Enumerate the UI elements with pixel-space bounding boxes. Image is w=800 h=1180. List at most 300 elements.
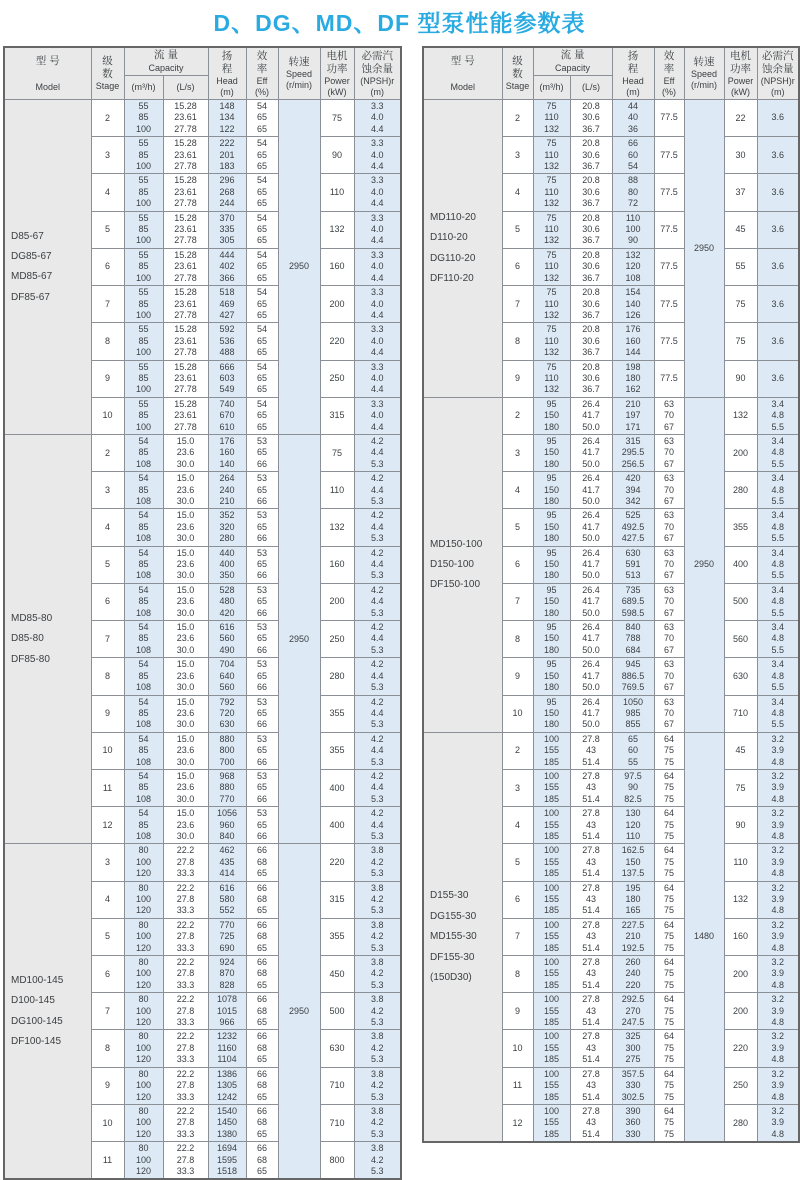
eff-value: 77.5 — [660, 224, 678, 235]
capacity-m3h-value: 110 — [544, 335, 559, 346]
eff-value: 77.5 — [660, 335, 678, 346]
capacity-ls-cell — [570, 583, 612, 620]
head-value: 690 — [219, 942, 235, 953]
capacity-ls-value: 20.8 — [582, 101, 600, 111]
head-value: 244 — [219, 198, 235, 209]
capacity-m3h-value: 54 — [138, 473, 149, 484]
eff-value: 77.5 — [660, 372, 678, 383]
head-cell — [208, 732, 246, 769]
head-value: 1518 — [217, 1165, 238, 1176]
power-cell: 630 — [320, 1030, 354, 1067]
eff-value: 65 — [257, 372, 268, 383]
capacity-m3h-value: 80 — [138, 1105, 149, 1116]
eff-value: 75 — [664, 745, 675, 756]
eff-value: 75 — [664, 868, 675, 879]
head-cell — [208, 769, 246, 806]
capacity-m3h-value: 120 — [135, 868, 152, 879]
power-cell: 160 — [320, 248, 354, 285]
tables-container — [3, 46, 796, 1180]
stage-cell: 3 — [91, 472, 124, 509]
eff-cell — [654, 100, 684, 137]
npsh-cell — [757, 434, 799, 471]
eff-value: 53 — [257, 808, 268, 819]
head-cell — [208, 621, 246, 658]
model-name: MD85-67 — [11, 271, 53, 283]
head-value: 97.5 — [624, 770, 642, 781]
capacity-m3h-cell — [533, 397, 570, 434]
capacity-ls-value: 43 — [586, 856, 597, 867]
capacity-m3h-value: 155 — [544, 968, 560, 979]
head-value: 400 — [219, 559, 235, 570]
capacity-m3h-value: 54 — [138, 547, 149, 558]
power-cell: 90 — [320, 137, 354, 174]
capacity-ls-value: 30.0 — [176, 496, 195, 506]
npsh-cell — [354, 546, 401, 583]
capacity-ls-value: 30.0 — [176, 644, 195, 655]
head-value: 162 — [625, 384, 641, 395]
capacity-ls-value: 26.4 — [582, 696, 600, 707]
capacity-m3h-value: 85 — [138, 819, 149, 830]
capacity-m3h-value: 185 — [544, 979, 560, 990]
capacity-ls-value: 22.2 — [176, 957, 195, 968]
npsh-value: 3.4 — [771, 435, 785, 446]
power-cell: 30 — [724, 137, 757, 174]
capacity-m3h-value: 108 — [135, 607, 152, 618]
power-cell: 75 — [724, 286, 757, 323]
eff-cell — [654, 1067, 684, 1104]
power-cell: 280 — [724, 472, 757, 509]
eff-value: 65 — [257, 1017, 268, 1028]
head-value: 160 — [219, 447, 235, 458]
capacity-ls-cell — [163, 769, 208, 806]
capacity-m3h-value: 132 — [544, 347, 560, 358]
head-value: 60 — [628, 745, 639, 756]
npsh-cell — [757, 621, 799, 658]
model-name: D110-20 — [430, 232, 468, 244]
capacity-ls-value: 30.0 — [176, 607, 195, 618]
capacity-ls-cell — [163, 248, 208, 285]
capacity-m3h-cell — [533, 323, 570, 360]
npsh-cell — [757, 472, 799, 509]
capacity-m3h-value: 100 — [135, 856, 152, 867]
capacity-m3h-cell — [124, 546, 163, 583]
capacity-m3h-value: 80 — [138, 1068, 149, 1079]
head-value: 788 — [625, 633, 641, 644]
head-value: 110 — [625, 830, 641, 841]
power-cell: 200 — [724, 956, 757, 993]
capacity-m3h-value: 185 — [544, 830, 560, 841]
capacity-ls-value: 23.6 — [176, 596, 195, 607]
head-cell — [612, 174, 654, 211]
head-value: 247.5 — [621, 1017, 645, 1028]
capacity-m3h-cell — [533, 695, 570, 732]
capacity-ls-cell — [163, 621, 208, 658]
npsh-value: 5.3 — [371, 979, 384, 990]
model-name: DG110-20 — [430, 252, 476, 264]
head-cell — [612, 732, 654, 769]
capacity-ls-value: 51.4 — [582, 942, 600, 953]
capacity-ls-value: 43 — [586, 931, 597, 942]
capacity-m3h-cell — [533, 658, 570, 695]
eff-value: 70 — [664, 670, 675, 681]
power-cell: 355 — [320, 918, 354, 955]
model-name: DF100-145 — [11, 1036, 62, 1048]
capacity-ls-value: 43 — [586, 745, 597, 756]
power-cell: 400 — [320, 769, 354, 806]
head-value: 1015 — [217, 1005, 238, 1016]
capacity-m3h-cell — [124, 137, 163, 174]
capacity-ls-value: 30.6 — [582, 224, 600, 235]
capacity-ls-value: 26.4 — [582, 622, 600, 633]
eff-value: 65 — [257, 161, 268, 172]
capacity-m3h-value: 100 — [135, 931, 152, 942]
head-value: 65 — [628, 733, 639, 744]
npsh-cell — [757, 993, 799, 1030]
table-header — [423, 47, 799, 100]
head-value: 880 — [219, 733, 235, 744]
capacity-m3h-value: 100 — [544, 845, 560, 856]
npsh-value: 3.2 — [771, 1105, 785, 1116]
capacity-ls-value: 26.4 — [582, 398, 600, 409]
capacity-ls-value: 26.4 — [582, 659, 600, 670]
head-value: 134 — [219, 112, 235, 123]
capacity-ls-value: 27.8 — [176, 1080, 195, 1091]
stage-cell: 4 — [91, 509, 124, 546]
eff-value: 70 — [664, 484, 675, 495]
head-value: 427 — [219, 309, 235, 320]
capacity-m3h-value: 185 — [544, 868, 560, 879]
speed-cell: 2950 — [278, 844, 320, 1179]
npsh-cell — [757, 509, 799, 546]
eff-value: 70 — [664, 707, 675, 718]
model-name: DF110-20 — [430, 273, 474, 285]
capacity-ls-value: 20.8 — [582, 249, 600, 260]
capacity-m3h-cell — [124, 844, 163, 881]
header-speed: 转速 Speed (r/min) — [278, 47, 320, 100]
head-value: 518 — [219, 287, 235, 298]
npsh-value: 5.3 — [371, 533, 384, 544]
power-cell: 132 — [320, 211, 354, 248]
eff-value: 65 — [257, 298, 268, 309]
capacity-m3h-value: 54 — [138, 696, 149, 707]
head-cell — [612, 695, 654, 732]
capacity-ls-value: 43 — [586, 819, 597, 830]
npsh-value: 3.8 — [371, 845, 384, 856]
capacity-ls-value: 27.8 — [176, 1117, 195, 1128]
capacity-m3h-value: 100 — [135, 1042, 152, 1053]
capacity-m3h-cell — [533, 286, 570, 323]
eff-cell — [246, 546, 278, 583]
capacity-m3h-value: 185 — [544, 1017, 560, 1028]
capacity-m3h-value: 110 — [544, 112, 559, 123]
head-value: 90 — [628, 235, 639, 246]
eff-cell — [246, 509, 278, 546]
head-value: 192.5 — [621, 942, 645, 953]
head-cell — [612, 248, 654, 285]
head-cell — [612, 621, 654, 658]
capacity-m3h-cell — [533, 546, 570, 583]
eff-cell — [654, 397, 684, 434]
npsh-value: 5.3 — [371, 644, 384, 655]
eff-cell — [654, 546, 684, 583]
header-capacity-m3h: (m³/h) — [533, 76, 570, 100]
eff-cell — [654, 881, 684, 918]
capacity-ls-value: 23.61 — [174, 261, 197, 272]
npsh-cell — [757, 807, 799, 844]
head-value: 1540 — [217, 1105, 238, 1116]
npsh-value: 4.8 — [771, 596, 785, 607]
capacity-ls-value: 23.6 — [176, 559, 195, 570]
capacity-m3h-value: 110 — [544, 224, 559, 235]
capacity-m3h-value: 54 — [138, 622, 149, 633]
npsh-cell — [757, 248, 799, 285]
power-cell: 45 — [724, 732, 757, 769]
npsh-value: 3.3 — [371, 101, 384, 111]
model-name: DG155-30 — [430, 910, 477, 922]
capacity-ls-value: 51.4 — [582, 868, 600, 879]
stage-cell: 10 — [502, 695, 533, 732]
capacity-m3h-value: 55 — [138, 398, 149, 409]
capacity-ls-value: 33.3 — [176, 1165, 195, 1176]
head-value: 100 — [625, 224, 641, 235]
capacity-ls-value: 15.28 — [174, 249, 197, 260]
capacity-m3h-value: 180 — [544, 682, 560, 693]
capacity-m3h-cell — [124, 100, 163, 137]
npsh-value: 4.8 — [771, 484, 785, 495]
capacity-m3h-value: 180 — [544, 570, 560, 581]
npsh-value: 3.6 — [771, 261, 785, 272]
npsh-cell — [354, 956, 401, 993]
eff-value: 66 — [257, 957, 268, 968]
eff-value: 75 — [664, 905, 675, 916]
capacity-m3h-value: 80 — [138, 882, 149, 893]
capacity-m3h-value: 95 — [546, 659, 557, 670]
table-row — [4, 100, 401, 137]
npsh-value: 5.3 — [371, 1091, 384, 1102]
eff-value: 65 — [257, 868, 268, 879]
npsh-cell — [757, 1030, 799, 1067]
table-body — [4, 100, 401, 1180]
head-value: 390 — [625, 1105, 641, 1116]
head-value: 154 — [625, 287, 641, 298]
npsh-value: 3.6 — [771, 335, 785, 346]
eff-value: 53 — [257, 510, 268, 521]
head-cell — [208, 174, 246, 211]
head-value: 140 — [625, 298, 641, 309]
eff-cell — [654, 769, 684, 806]
capacity-ls-cell — [163, 881, 208, 918]
npsh-value: 4.2 — [371, 622, 384, 633]
head-value: 137.5 — [621, 868, 645, 879]
capacity-ls-cell — [570, 993, 612, 1030]
table-row — [4, 844, 401, 881]
npsh-value: 5.5 — [771, 421, 785, 432]
capacity-ls-cell — [570, 1067, 612, 1104]
npsh-cell — [354, 583, 401, 620]
capacity-m3h-value: 100 — [135, 347, 152, 358]
npsh-value: 4.0 — [371, 186, 384, 197]
head-value: 536 — [219, 335, 235, 346]
npsh-value: 3.8 — [371, 1143, 384, 1154]
head-cell — [208, 993, 246, 1030]
capacity-ls-value: 27.8 — [582, 882, 600, 893]
npsh-value: 4.8 — [771, 410, 785, 421]
npsh-value: 4.2 — [371, 1154, 384, 1165]
eff-cell — [654, 434, 684, 471]
npsh-value: 4.8 — [771, 793, 785, 804]
power-cell: 22 — [724, 100, 757, 137]
capacity-ls-value: 36.7 — [582, 309, 600, 320]
npsh-value: 5.5 — [771, 570, 785, 581]
capacity-ls-value: 51.4 — [582, 793, 600, 804]
eff-cell — [246, 1030, 278, 1067]
npsh-value: 4.2 — [371, 968, 384, 979]
power-cell: 110 — [724, 844, 757, 881]
npsh-cell — [354, 360, 401, 397]
stage-cell: 3 — [502, 137, 533, 174]
npsh-value: 5.3 — [371, 1165, 384, 1176]
eff-value: 68 — [257, 1154, 268, 1165]
head-cell — [208, 1142, 246, 1180]
eff-value: 63 — [664, 398, 675, 409]
capacity-ls-value: 15.28 — [174, 398, 197, 409]
npsh-value: 4.2 — [371, 1005, 384, 1016]
capacity-m3h-value: 108 — [135, 570, 152, 581]
head-value: 1160 — [217, 1042, 237, 1053]
eff-cell — [654, 1030, 684, 1067]
capacity-ls-value: 20.8 — [582, 138, 600, 149]
capacity-m3h-value: 75 — [546, 212, 557, 223]
npsh-value: 4.4 — [371, 670, 384, 681]
capacity-m3h-value: 155 — [544, 782, 560, 793]
head-cell — [612, 472, 654, 509]
stage-cell: 7 — [91, 993, 124, 1030]
capacity-ls-value: 27.8 — [582, 808, 600, 819]
capacity-ls-value: 27.8 — [176, 1042, 195, 1053]
head-value: 630 — [219, 719, 235, 730]
stage-cell: 9 — [502, 993, 533, 1030]
npsh-value: 4.4 — [371, 421, 384, 432]
capacity-ls-value: 43 — [586, 1005, 597, 1016]
head-value: 72 — [628, 198, 639, 209]
capacity-ls-value: 30.0 — [176, 570, 195, 581]
eff-value: 66 — [257, 919, 268, 930]
capacity-ls-cell — [570, 100, 612, 137]
capacity-m3h-value: 100 — [544, 882, 560, 893]
head-value: 108 — [625, 272, 641, 283]
capacity-m3h-value: 100 — [135, 1117, 152, 1128]
stage-cell: 8 — [91, 658, 124, 695]
capacity-ls-cell — [163, 695, 208, 732]
stage-cell: 8 — [502, 956, 533, 993]
capacity-m3h-value: 185 — [544, 1091, 560, 1102]
power-cell: 75 — [724, 323, 757, 360]
capacity-m3h-cell — [533, 1067, 570, 1104]
head-cell — [208, 323, 246, 360]
capacity-ls-value: 36.7 — [582, 384, 600, 395]
capacity-m3h-cell — [533, 732, 570, 769]
capacity-ls-cell — [163, 100, 208, 137]
capacity-m3h-value: 150 — [544, 707, 560, 718]
power-cell: 630 — [724, 658, 757, 695]
eff-value: 75 — [664, 1042, 675, 1053]
power-cell: 220 — [320, 323, 354, 360]
npsh-value: 4.2 — [371, 696, 384, 707]
capacity-m3h-cell — [124, 807, 163, 844]
stage-cell: 4 — [502, 472, 533, 509]
head-value: 132 — [625, 249, 641, 260]
capacity-ls-value: 33.3 — [176, 942, 195, 953]
eff-value: 63 — [664, 584, 675, 595]
capacity-ls-value: 30.6 — [582, 335, 600, 346]
head-value: 700 — [219, 756, 235, 767]
model-name: (150D30) — [430, 972, 472, 984]
eff-value: 75 — [664, 830, 675, 841]
capacity-ls-value: 22.2 — [176, 1031, 195, 1042]
capacity-m3h-value: 185 — [544, 1128, 560, 1139]
head-value: 792 — [219, 696, 235, 707]
npsh-cell — [354, 100, 401, 137]
npsh-value: 4.8 — [771, 942, 785, 953]
eff-value: 70 — [664, 559, 675, 570]
model-cell — [4, 434, 91, 843]
power-cell: 45 — [724, 211, 757, 248]
capacity-m3h-value: 85 — [138, 633, 149, 644]
capacity-m3h-cell — [124, 174, 163, 211]
capacity-m3h-value: 132 — [544, 235, 560, 246]
head-value: 240 — [625, 968, 641, 979]
capacity-ls-cell — [163, 137, 208, 174]
capacity-ls-value: 27.78 — [174, 421, 197, 432]
capacity-ls-value: 50.0 — [582, 682, 600, 693]
head-value: 370 — [219, 212, 235, 223]
capacity-m3h-value: 108 — [135, 793, 152, 804]
head-value: 82.5 — [624, 793, 642, 804]
capacity-ls-value: 15.28 — [174, 212, 197, 223]
capacity-m3h-cell — [533, 137, 570, 174]
capacity-ls-cell — [570, 211, 612, 248]
header-head: 扬 程 Head (m) — [208, 47, 246, 100]
npsh-value: 4.4 — [371, 819, 384, 830]
head-value: 60 — [628, 149, 639, 160]
eff-cell — [246, 472, 278, 509]
stage-cell: 7 — [502, 286, 533, 323]
head-value: 300 — [625, 1042, 641, 1053]
eff-value: 75 — [664, 1080, 675, 1091]
eff-cell — [654, 323, 684, 360]
model-cell — [4, 844, 91, 1179]
eff-cell — [654, 174, 684, 211]
capacity-ls-value: 15.0 — [176, 547, 195, 558]
npsh-value: 4.0 — [371, 149, 384, 160]
head-value: 1078 — [217, 994, 238, 1005]
stage-cell: 8 — [502, 621, 533, 658]
npsh-value: 3.9 — [771, 1080, 785, 1091]
capacity-m3h-cell — [533, 769, 570, 806]
eff-value: 65 — [257, 421, 268, 432]
npsh-value: 3.8 — [371, 882, 384, 893]
eff-value: 54 — [257, 361, 268, 372]
capacity-m3h-value: 120 — [135, 1128, 152, 1139]
capacity-m3h-value: 85 — [138, 298, 149, 309]
npsh-value: 5.5 — [771, 458, 785, 469]
head-value: 150 — [625, 856, 641, 867]
head-value: 720 — [219, 707, 235, 718]
capacity-m3h-value: 100 — [135, 198, 152, 209]
npsh-cell — [757, 137, 799, 174]
capacity-m3h-cell — [533, 100, 570, 137]
capacity-m3h-cell — [124, 695, 163, 732]
